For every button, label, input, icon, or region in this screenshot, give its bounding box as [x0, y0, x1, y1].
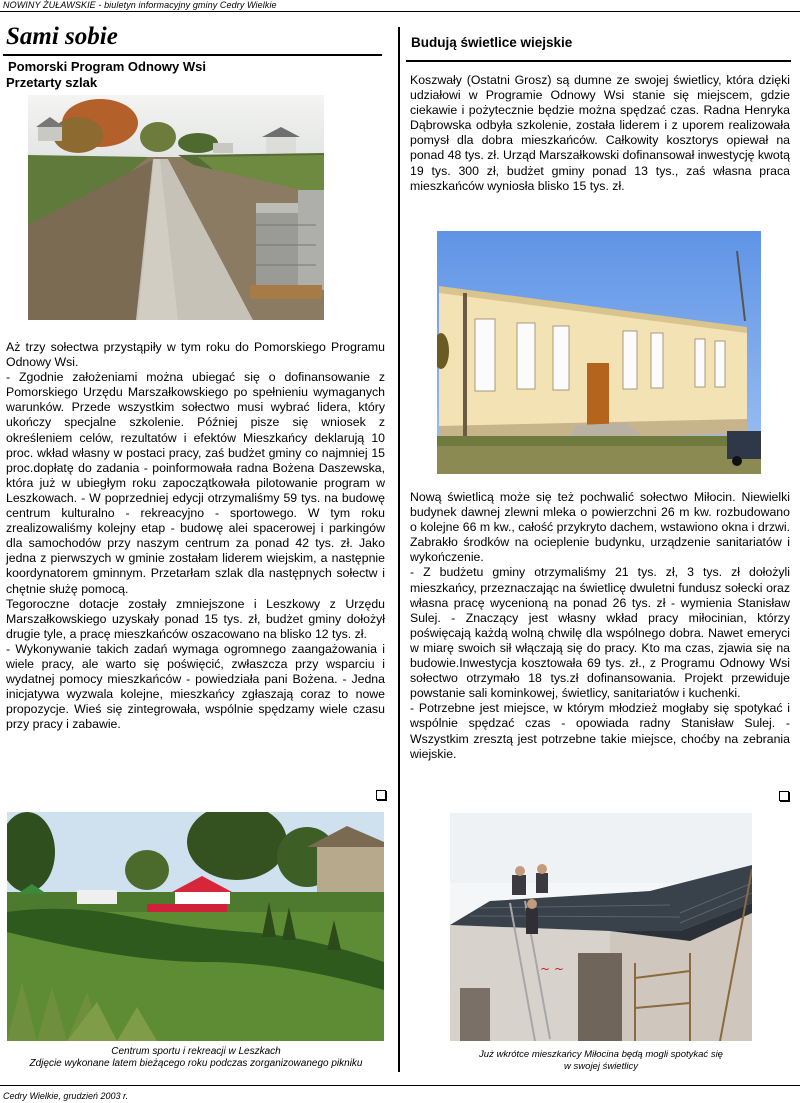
subtitle-program: Pomorski Program Odnowy Wsi: [8, 59, 206, 74]
right-article-body-1: [410, 73, 790, 194]
left-paragraph: Aż trzy sołectwa przystąpiły w tym roku do Pomorskiego Programu Odnowy Wsi.: [6, 340, 385, 370]
column-divider: [398, 27, 400, 1072]
caption-line: w swojej świetlicy: [564, 1061, 638, 1072]
right-paragraph: - Z budżetu gminy otrzymaliśmy 21 tys. zł, 3 tys. zł dołożyli mieszkańcy, przeznaczając na świetlicę dwuletni fundusz sołecki oraz własna pracę wycenioną na ponad 26 tys. zł - wymienia Stanisław Sulej. - Znaczący jest własny wkład pracy miłocinian, którzy poświęcają każdą wolną chwilę dla wspólnego dobra. Nawet emeryci w miarę swoich sił włączają się do pracy. Kto ma czas, zjawia się na budowie.Inwestycja kosztowała 69 tys. zł., z Programu Odnowy Wsi sołectwo otrzymało 18 tys.zł dofinansowania. Projekt przewiduje powstanie sali kominkowej, świetlicy, sanitariatów i kuchenki.: [410, 565, 790, 701]
article-title: Sami sobie: [6, 23, 118, 50]
park-illustration: [7, 812, 384, 1041]
roofing-illustration: [450, 813, 752, 1041]
right-paragraph: Koszwały (Ostatni Grosz) są dumne ze swojej świetlicy, która dzięki udziałowi w Programie Odnowy Wsi stanie się miejscem, gdzie ciekawie i pożytecznie będzie można spędzać czas. Radna Henryka Dąbrowska odbyła szkolenie, została liderem i z uporem realizowała pomysł dla dobra mieszkańców. Całkowity kosztorys opiewał na ponad 48 tys. zł. Urząd Marszałkowski dofinansował inwestycję kwotą 19 tys. 300 zł, budżet gminy ponad 13 tys., zaś własna praca mieszkańców wyniosła blisko 15 tys. zł.: [410, 73, 791, 193]
article-end-marker: [376, 790, 386, 800]
left-paragraph: - Zgodnie założeniami można ubiegać się o dofinansowanie z Pomorskiego Urzędu Marszałkowskiego po spełnieniu wymaganych warunków. Przede wszystkim sołectwo musi wybrać lidera, który ukończy specjalne szkolenie. Później pisze się wniosek z określeniem celów, rezultatów i efektów Mieszkańcy deklarują 10 proc. wkład własny w postaci pracy, zaś budżet gminy co najmniej 15 proc.dopłatę do zadania - poinformowała radna Bożena Daszewska, która już w ubiegłym roku zapoczątkowała pilotowanie program w Leszkowach. - W poprzedniej edycji otrzymaliśmy 59 tys. na budowę centrum kulturalno - rekreacyjno - sportowego. W tym roku zrealizowaliśmy kolejny etap - budowę alei spacerowej i parkingów dla samochodów przy naszym centrum za ponad 42 tys. zł. Jako jedna z pierwszych w gminie zostałam liderem wiejskim, a następnie koordynatorem gminnym. Przetarłam szlak dla następnych sołectw i chętnie służę pomocą.: [6, 370, 385, 596]
right-article-body-2: [410, 490, 790, 762]
photo-walkway: [28, 95, 324, 320]
right-title-rule: [406, 60, 791, 62]
photo-leszkowy-park: [7, 812, 384, 1041]
left-article-body: [6, 340, 385, 732]
right-paragraph: Nową świetlicą może się też pochwalić sołectwo Miłocin. Niewielki budynek dawnej zlewni mleka o powierzchni 26 m kw. rozbudowano o kolejne 66 m kw., całość przykryto dachem, wstawiono okna i drzwi. Zabrakło środków na ocieplenie budynku, urządzenie sanitariatów i wykończenie.: [410, 490, 790, 565]
title-rule: [3, 54, 382, 56]
article-subtitle: [6, 59, 206, 91]
footer-rule: [0, 1085, 800, 1086]
photo-caption-milocin: [402, 1049, 800, 1073]
wall-marking: ~ ~: [540, 962, 564, 976]
caption-line: Już wkrótce mieszkańcy Miłocina będą mogli spotykać się: [479, 1049, 723, 1060]
newsletter-footer: Cedry Wielkie, grudzień 2003 r.: [3, 1091, 129, 1101]
subtitle-przetarty-szlak: Przetarty szlak: [6, 75, 98, 90]
hall-illustration: [437, 231, 761, 474]
left-paragraph: - Wykonywanie takich zadań wymaga ogromnego zaangażowania i wiele pracy, ale warto się poświęcić, zwłaszcza przy wsparciu i wydatnej pomocy mieszkańców - powiedziała pani Bożena. - Jedna inicjatywa wyzwala kolejne, mieszkańcy zgłaszają coraz to nowe propozycje. Wieś się zintegrowała, wspólnie spędzamy wiele czasu przy pracy i zabawie.: [6, 641, 385, 732]
walkway-illustration: [28, 95, 324, 320]
photo-caption-leszkowy: [0, 1046, 392, 1070]
right-paragraph: - Potrzebne jest miejsce, w którym młodzież mogłaby się spotykać i wspólnie spędzać czas - opowiada radny Stanisław Sulej. - Wszystkim zresztą jest potrzebne takie miejsce, choćby na zebrania wiejskie.: [410, 701, 790, 761]
article-end-marker: [779, 791, 789, 801]
caption-line: Centrum sportu i rekreacji w Leszkach: [111, 1046, 281, 1057]
header-rule: [0, 11, 800, 12]
photo-koszwaly-hall: [437, 231, 761, 474]
left-paragraph: Tegoroczne dotacje zostały zmniejszone i Leszkowy z Urzędu Marszałkowskiego uzyskały ponad 15 tys. zł, budżet gminy dołożył drugie tyle, a pracę mieszkańców oszacowano na blisko 12 tys. zł.: [6, 596, 385, 641]
caption-line: Zdjęcie wykonane latem bieżącego roku podczas zorganizowanego pikniku: [29, 1058, 363, 1069]
right-article-title: Budują świetlice wiejskie: [411, 35, 573, 50]
newsletter-header: NOWINY ŻUŁAWSKIE - biuletyn informacyjny gminy Cedry Wielkie: [3, 0, 277, 10]
photo-milocin-roof: [450, 813, 752, 1041]
